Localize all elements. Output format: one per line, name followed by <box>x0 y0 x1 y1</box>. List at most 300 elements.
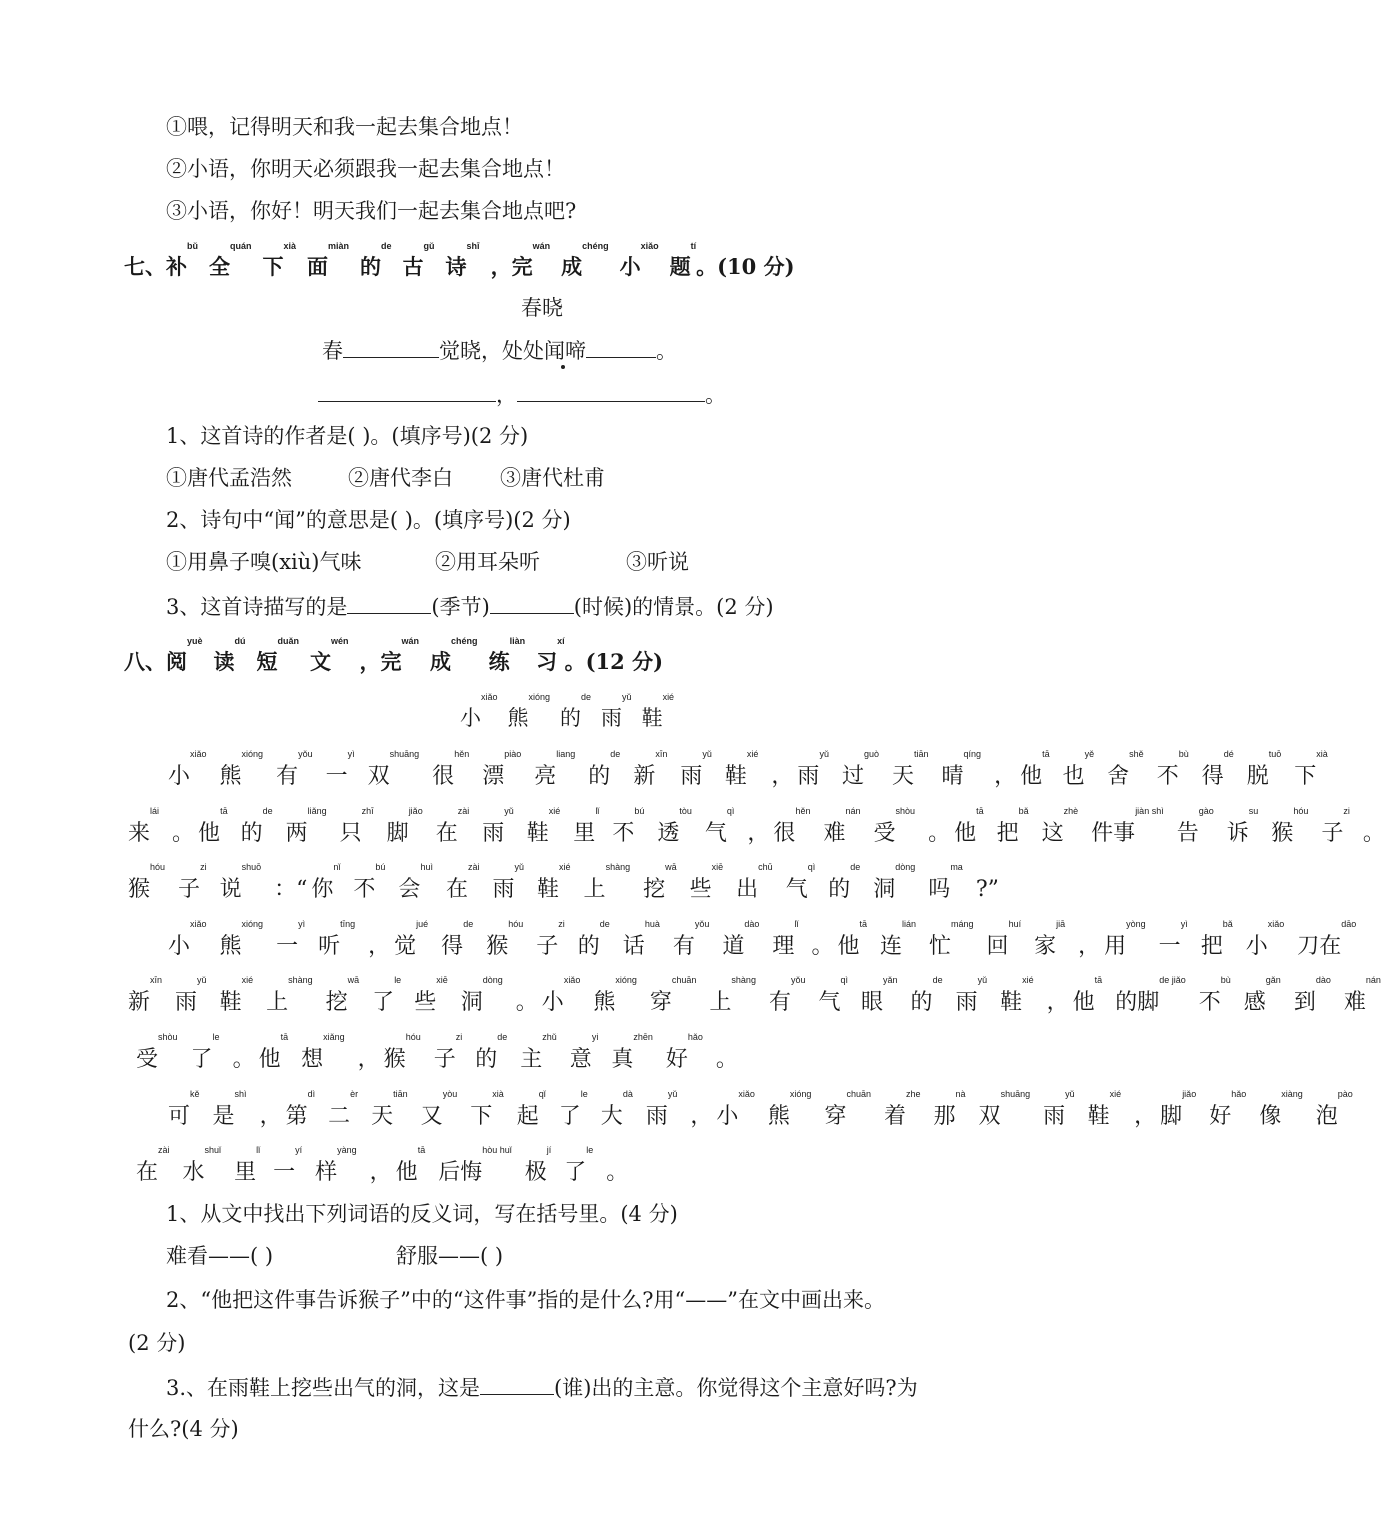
passage-char: 雨yǔ <box>482 806 514 846</box>
passage-pinyin: wā <box>347 975 360 985</box>
passage-pinyin: yì <box>1180 919 1188 929</box>
passage-pinyin: nǐ <box>333 862 341 872</box>
passage-pinyin: hòu huǐ <box>482 1145 512 1155</box>
passage-pinyin: kě <box>190 1089 200 1099</box>
prev-option-1: ①喂，记得明天和我一起去集合地点！ <box>166 115 523 139</box>
section8-q2-line2: (2 分) <box>128 1331 186 1355</box>
passage-char: 脚jiǎo <box>386 806 423 846</box>
passage-pinyin: yǔ <box>514 862 525 872</box>
passage-pinyin: zhī <box>361 806 374 816</box>
section7-heading-pinyin: bǔ <box>187 241 198 251</box>
passage-char: 用yòng <box>1104 919 1146 959</box>
section8-heading-prefix: 八、 <box>124 649 166 674</box>
passage-pinyin: xióng <box>789 1089 812 1099</box>
passage-char: 过guò <box>841 749 879 789</box>
passage-pinyin: yì <box>298 919 306 929</box>
passage-punct: ， <box>1078 934 1101 959</box>
passage-char: 上shàng <box>583 862 631 902</box>
prev-option-2: ②小语，你明天必须跟我一起去集合地点！ <box>166 157 565 181</box>
story-title-pinyin: xiǎo <box>481 692 498 702</box>
passage-pinyin: bǎ <box>1222 919 1233 929</box>
section8-heading-pinyin: liàn <box>509 636 526 646</box>
section7-q3-mid: (季节) <box>431 595 490 619</box>
poem-blank-3[interactable] <box>318 383 496 402</box>
section8-heading-char: 练liàn <box>488 636 526 674</box>
story-title-char: 熊xióng <box>507 692 551 730</box>
passage-pinyin: lián <box>902 919 917 929</box>
section8-heading-char: 短duǎn <box>256 636 300 674</box>
passage-pinyin: tiān <box>393 1089 408 1099</box>
passage-pinyin: xióng <box>615 975 637 985</box>
poem-line2-sep: ， <box>496 383 517 407</box>
passage-pinyin: hǎo <box>1231 1089 1247 1099</box>
passage-char: 你nǐ <box>311 862 341 902</box>
passage-pinyin: tā <box>1094 975 1103 985</box>
story-title-pinyin: de <box>581 692 592 702</box>
section8-heading-char: 阅yuè <box>166 636 203 674</box>
passage-char: 在zài <box>435 806 470 846</box>
section7-heading-pinyin: gǔ <box>423 241 435 251</box>
passage-char: 新xīn <box>128 975 163 1015</box>
passage-punct: 。 <box>515 990 538 1015</box>
section7-heading-pinyin: shī <box>466 241 480 251</box>
passage-char: 起qǐ <box>516 1089 546 1129</box>
passage-char: 是shì <box>212 1089 247 1129</box>
section7-heading-char: 小xiǎo <box>619 241 659 279</box>
passage-char: 的de <box>475 1032 508 1072</box>
poem-title: 春晓 <box>521 296 563 320</box>
passage-punct: ， <box>1046 990 1069 1015</box>
passage-pinyin: dòng <box>482 975 503 985</box>
passage-pinyin: xié <box>559 862 571 872</box>
passage-pinyin: hóu <box>405 1032 421 1042</box>
passage-char: 上shàng <box>709 975 756 1015</box>
passage-char: 雨yǔ <box>955 975 988 1015</box>
passage-pinyin: xīn <box>655 749 668 759</box>
passage-char: 亮liang <box>534 749 576 789</box>
section8-heading-char: 文wén <box>310 636 349 674</box>
passage-pinyin: guò <box>863 749 879 759</box>
passage-char: 很hěn <box>773 806 811 846</box>
passage-punct: 。 <box>715 1047 738 1072</box>
passage-char: 诉su <box>1226 806 1259 846</box>
passage-char: 的de <box>588 749 621 789</box>
passage-char: 气qì <box>818 975 849 1015</box>
passage-pinyin: chuān <box>671 975 697 985</box>
passage-pinyin: xiǎo <box>190 749 207 759</box>
passage-pinyin: huí <box>1008 919 1022 929</box>
passage-char: 晴qíng <box>941 749 982 789</box>
poem-blank-4[interactable] <box>517 383 705 402</box>
passage-pinyin: hóu <box>150 862 166 872</box>
passage-char: 天tiān <box>892 749 929 789</box>
section7-heading-char: 下xià <box>262 241 297 279</box>
passage-pinyin: hóu <box>508 919 524 929</box>
section8-q1: 1、从文中找出下列词语的反义词，写在括号里。(4 分) <box>166 1202 678 1226</box>
passage-pinyin: zhǔ <box>542 1032 557 1042</box>
section7-q1-option-2: ②唐代李白 <box>348 466 453 490</box>
story-title-char: 鞋xié <box>641 692 675 730</box>
passage-char: 的脚de jiǎo <box>1115 975 1186 1015</box>
passage-pinyin: de <box>599 919 610 929</box>
passage-pinyin: yǒu <box>790 975 806 985</box>
passage-char: 熊xióng <box>219 919 264 959</box>
passage-punct: 。 <box>172 821 195 846</box>
passage-char: 觉jué <box>394 919 429 959</box>
passage-pinyin: dòng <box>895 862 916 872</box>
passage-pinyin: de <box>463 919 474 929</box>
passage-punct: ， <box>1134 1104 1157 1129</box>
passage-char: 猴hóu <box>1271 806 1309 846</box>
passage-punct: ， <box>369 1160 392 1185</box>
passage-char: 有yǒu <box>672 919 710 959</box>
season-blank[interactable] <box>347 595 431 614</box>
passage-pinyin: yǔ <box>819 749 829 759</box>
poem-line2-end: 。 <box>705 383 726 407</box>
passage-pinyin: yǒu <box>694 919 710 929</box>
passage-char: 在zài <box>136 1145 170 1185</box>
section7-heading-char: 古gǔ <box>402 241 435 279</box>
poem-line1-mid: 觉晓，处处闻啼 <box>439 339 586 363</box>
passage-char: 话huà <box>622 919 660 959</box>
story-title-pinyin: yǔ <box>622 692 632 702</box>
passage-pinyin: yǔ <box>977 975 988 985</box>
passage-char: 鞋xié <box>1087 1089 1122 1129</box>
passage-char: 雨yǔ <box>1043 1089 1075 1129</box>
section7-heading-char: 的de <box>360 241 392 279</box>
section8-heading-pinyin: wén <box>331 636 349 646</box>
passage-pinyin: lǐ <box>595 806 600 816</box>
section8-heading-pinyin: wán <box>401 636 420 646</box>
passage-pinyin: zhè <box>1063 806 1079 816</box>
section7-heading-pinyin: de <box>381 241 392 251</box>
passage-line-5 <box>128 976 1394 1016</box>
passage-line-8 <box>136 1146 632 1186</box>
passage-punct: 。 <box>928 821 951 846</box>
passage-pinyin: le <box>212 1032 220 1042</box>
time-blank[interactable] <box>490 595 574 614</box>
passage-pinyin: shě <box>1129 749 1144 759</box>
passage-char: 一yì <box>276 919 306 959</box>
passage-char: 猴hóu <box>383 1032 421 1072</box>
passage-pinyin: gǎn <box>1265 975 1281 985</box>
section7-q3-start: 3、这首诗描写的是 <box>166 595 348 619</box>
section7-heading-pinyin: tí <box>690 241 697 251</box>
who-blank[interactable] <box>480 1376 554 1395</box>
passage-pinyin: dì <box>307 1089 316 1099</box>
section8-q1-item-2: 舒服——( ) <box>396 1244 504 1268</box>
passage-pinyin: qì <box>807 862 816 872</box>
passage-char: 泡pào <box>1315 1089 1353 1129</box>
passage-char: 又yòu <box>420 1089 458 1129</box>
section7-q2-option-3: ③听说 <box>626 550 689 574</box>
passage-pinyin: jué <box>416 919 429 929</box>
section8-heading-char: 成chéng <box>430 636 478 674</box>
passage-pinyin: qíng <box>963 749 982 759</box>
passage-char: 子zi <box>178 862 207 902</box>
passage-char: 后悔hòu huǐ <box>438 1145 512 1185</box>
passage-pinyin: èr <box>350 1089 359 1099</box>
passage-punct: 。 <box>1362 821 1385 846</box>
story-title-pinyin: xié <box>662 692 675 702</box>
passage-char: 熊xióng <box>593 975 637 1015</box>
passage-char: 一yí <box>273 1145 303 1185</box>
section7-heading-pinyin: quán <box>230 241 252 251</box>
passage-char: 一yì <box>325 749 355 789</box>
passage-pinyin: le <box>580 1089 588 1099</box>
passage-char: 穿chuān <box>824 1089 871 1129</box>
passage-char: 挖wā <box>325 975 360 1015</box>
passage-char: 忙máng <box>929 919 974 959</box>
passage-char: 鞋xié <box>1000 975 1034 1015</box>
passage-char: 道dào <box>722 919 760 959</box>
passage-pinyin: tā <box>220 806 228 816</box>
passage-pinyin: bú <box>634 806 645 816</box>
passage-char: 两liǎng <box>285 806 327 846</box>
poem-line-1 <box>322 339 677 362</box>
passage-pinyin: xīn <box>150 975 163 985</box>
passage-char: 不bú <box>353 862 386 902</box>
passage-char: 感gǎn <box>1243 975 1281 1015</box>
passage-pinyin: xiē <box>711 862 724 872</box>
passage-char: 了le <box>190 1032 220 1072</box>
section8-heading <box>124 637 663 676</box>
passage-pinyin: jiǎo <box>1182 1089 1197 1099</box>
passage-pinyin: tā <box>280 1032 289 1042</box>
passage-pinyin: xié <box>746 749 759 759</box>
poem-line1-start: 春 <box>322 339 343 363</box>
passage-char: 鞋xié <box>219 975 254 1015</box>
section7-q3-end: (时候)的情景。(2 分) <box>573 595 774 619</box>
passage-pinyin: huà <box>644 919 660 929</box>
passage-pinyin: qǐ <box>538 1089 546 1099</box>
passage-char: 小xiǎo <box>168 919 207 959</box>
section8-heading-pinyin: duǎn <box>277 636 300 646</box>
passage-pinyin: lái <box>150 806 160 816</box>
passage-pinyin: hěn <box>795 806 811 816</box>
passage-line-7 <box>168 1090 1366 1130</box>
passage-pinyin: xiǎo <box>190 919 207 929</box>
passage-char: 里lǐ <box>234 1145 261 1185</box>
passage-pinyin: xià <box>1316 749 1328 759</box>
passage-pinyin: wā <box>665 862 677 872</box>
passage-char: 得de <box>441 919 474 959</box>
passage-char: 下xià <box>1294 749 1328 789</box>
section8-q3-line2: 什么?(4 分) <box>128 1417 239 1441</box>
passage-pinyin: de jiǎo <box>1159 975 1186 985</box>
passage-char: 子zi <box>536 919 565 959</box>
passage-char: 到dào <box>1293 975 1331 1015</box>
passage-pinyin: liǎng <box>307 806 327 816</box>
passage-char: 说shuō <box>219 862 262 902</box>
passage-pinyin: shàng <box>731 975 756 985</box>
passage-char: 雨yǔ <box>645 1089 678 1129</box>
story-title-char: 雨yǔ <box>601 692 632 730</box>
section8-heading-char: 习xí <box>536 636 565 674</box>
passage-char: 熊xióng <box>219 749 264 789</box>
section7-heading-char: 题tí <box>669 241 697 279</box>
passage-pinyin: nà <box>955 1089 966 1099</box>
section7-q1: 1、这首诗的作者是( )。(填序号)(2 分) <box>166 424 529 448</box>
passage-pinyin: le <box>586 1145 594 1155</box>
passage-line-6 <box>136 1033 742 1073</box>
section8-heading-char: 读dú <box>213 636 246 674</box>
passage-pinyin: bù <box>1220 975 1231 985</box>
passage-char: 双shuāng <box>367 749 420 789</box>
passage-pinyin: hǎo <box>687 1032 703 1042</box>
section8-heading-pinyin: dú <box>234 636 246 646</box>
passage-char: 来lái <box>128 806 160 846</box>
passage-char: 鞋xié <box>724 749 759 789</box>
section8-heading-char: 完wán <box>380 636 420 674</box>
passage-char: 舍shě <box>1107 749 1144 789</box>
passage-pinyin: yě <box>1084 749 1095 759</box>
passage-pinyin: qì <box>840 975 849 985</box>
passage-pinyin: yi <box>591 1032 599 1042</box>
passage-char: 天tiān <box>371 1089 408 1129</box>
passage-char: 理lǐ <box>772 919 799 959</box>
passage-char: 了le <box>558 1089 588 1129</box>
passage-char: 了le <box>564 1145 594 1185</box>
passage-char: 难nán <box>1343 975 1381 1015</box>
passage-char: 漂piào <box>482 749 522 789</box>
passage-char: 小xiǎo <box>1245 919 1285 959</box>
emphasis-dot <box>561 365 565 369</box>
section7-heading-score: 。(10 分) <box>696 254 795 279</box>
passage-pinyin: yàng <box>337 1145 357 1155</box>
passage-char: 大dà <box>600 1089 633 1129</box>
passage-pinyin: dé <box>1223 749 1234 759</box>
passage-pinyin: dào <box>744 919 760 929</box>
passage-char: 有yǒu <box>276 749 313 789</box>
story-title-pinyin: xióng <box>528 692 551 702</box>
passage-char: 他tā <box>1072 975 1103 1015</box>
section8-q3-rest: (谁)出的主意。你觉得这个主意好吗?为 <box>554 1376 918 1400</box>
passage-char: 上shàng <box>266 975 313 1015</box>
passage-char: 脱tuō <box>1246 749 1282 789</box>
passage-char: 一yì <box>1158 919 1188 959</box>
section8-heading-pinyin: yuè <box>187 636 203 646</box>
poem-blank-1[interactable] <box>343 339 439 358</box>
passage-char: 好hǎo <box>1209 1089 1247 1129</box>
passage-pinyin: yǔ <box>667 1089 678 1099</box>
passage-pinyin: zi <box>200 862 207 872</box>
passage-pinyin: zhēn <box>633 1032 653 1042</box>
passage-char: 意yi <box>569 1032 599 1072</box>
section7-heading-pinyin: wán <box>532 241 551 251</box>
passage-char: 想xiǎng <box>301 1032 345 1072</box>
story-title-char: 小xiǎo <box>460 692 498 730</box>
passage-char: 那nà <box>933 1089 966 1129</box>
passage-pinyin: zhe <box>906 1089 921 1099</box>
passage-pinyin: xié <box>1022 975 1034 985</box>
passage-pinyin: dāo <box>1341 919 1357 929</box>
passage-pinyin: yǎn <box>883 975 898 985</box>
poem-blank-2[interactable] <box>586 339 656 358</box>
passage-line-2 <box>128 807 1389 847</box>
passage-pinyin: bǎ <box>1018 806 1029 816</box>
passage-char: 他tā <box>954 806 984 846</box>
passage-pinyin: dà <box>622 1089 633 1099</box>
passage-pinyin: chuān <box>846 1089 871 1099</box>
passage-pinyin: su <box>1248 806 1259 816</box>
passage-pinyin: xiǎng <box>323 1032 345 1042</box>
story-title <box>460 693 684 732</box>
passage-char: 些xiē <box>414 975 448 1015</box>
passage-char: 洞dòng <box>873 862 916 902</box>
passage-pinyin: jí <box>546 1145 552 1155</box>
passage-char: 着zhe <box>883 1089 921 1129</box>
passage-pinyin: shuāng <box>389 749 420 759</box>
passage-pinyin: de <box>497 1032 508 1042</box>
passage-char: 家jiā <box>1034 919 1066 959</box>
passage-char: 脚jiǎo <box>1160 1089 1197 1129</box>
passage-char: 告gào <box>1176 806 1214 846</box>
passage-char: 穿chuān <box>649 975 697 1015</box>
passage-char: 他tā <box>198 806 228 846</box>
passage-char: 把bǎ <box>996 806 1029 846</box>
passage-pinyin: xiǎo <box>563 975 581 985</box>
section8-heading-sep: ， <box>359 649 381 674</box>
passage-char: 里lǐ <box>573 806 600 846</box>
poem-line1-end: 。 <box>656 339 677 363</box>
passage-char: 新xīn <box>633 749 668 789</box>
passage-pinyin: xié <box>241 975 254 985</box>
passage-punct: ， <box>368 934 391 959</box>
passage-char: 雨yǔ <box>797 749 829 789</box>
passage-pinyin: shuō <box>241 862 262 872</box>
passage-char: 的de <box>240 806 273 846</box>
passage-pinyin: lǐ <box>256 1145 261 1155</box>
passage-pinyin: zài <box>467 862 480 872</box>
section8-heading-score: 。(12 分) <box>564 649 664 674</box>
passage-pinyin: xié <box>548 806 561 816</box>
section7-heading-char: 成chéng <box>561 241 609 279</box>
poem-line-2 <box>318 383 726 406</box>
passage-char: 水shuǐ <box>182 1145 222 1185</box>
passage-char: 子zi <box>433 1032 463 1072</box>
passage-char: 鞋xié <box>526 806 561 846</box>
section8-q3-line1 <box>166 1376 918 1399</box>
passage-pinyin: xiǎo <box>738 1089 755 1099</box>
passage-pinyin: máng <box>951 919 974 929</box>
passage-char: 第dì <box>285 1089 316 1129</box>
passage-pinyin: de <box>850 862 861 872</box>
passage-char: 他tā <box>1020 749 1050 789</box>
passage-char: 可kě <box>168 1089 200 1129</box>
passage-pinyin: gào <box>1198 806 1214 816</box>
passage-pinyin: yì <box>347 749 355 759</box>
passage-pinyin: tiān <box>914 749 929 759</box>
passage-char: 猴hóu <box>128 862 166 902</box>
passage-punct: ?” <box>975 877 999 902</box>
passage-pinyin: hóu <box>1293 806 1309 816</box>
passage-char: 挖wā <box>643 862 677 902</box>
section7-heading-pinyin: miàn <box>328 241 350 251</box>
passage-char: 也yě <box>1062 749 1095 789</box>
section7-heading-pinyin: xiǎo <box>640 241 659 251</box>
passage-char: 的de <box>910 975 943 1015</box>
passage-pinyin: lǐ <box>794 919 799 929</box>
passage-char: 受shòu <box>136 1032 178 1072</box>
section7-heading-pinyin: xià <box>283 241 297 251</box>
prev-option-3: ③小语，你好！明天我们一起去集合地点吧? <box>166 199 577 223</box>
section7-heading-sep: ， <box>490 254 512 279</box>
passage-pinyin: shàng <box>288 975 313 985</box>
passage-char: 吗ma <box>928 862 963 902</box>
passage-char: 雨yǔ <box>492 862 525 902</box>
passage-pinyin: ma <box>950 862 963 872</box>
